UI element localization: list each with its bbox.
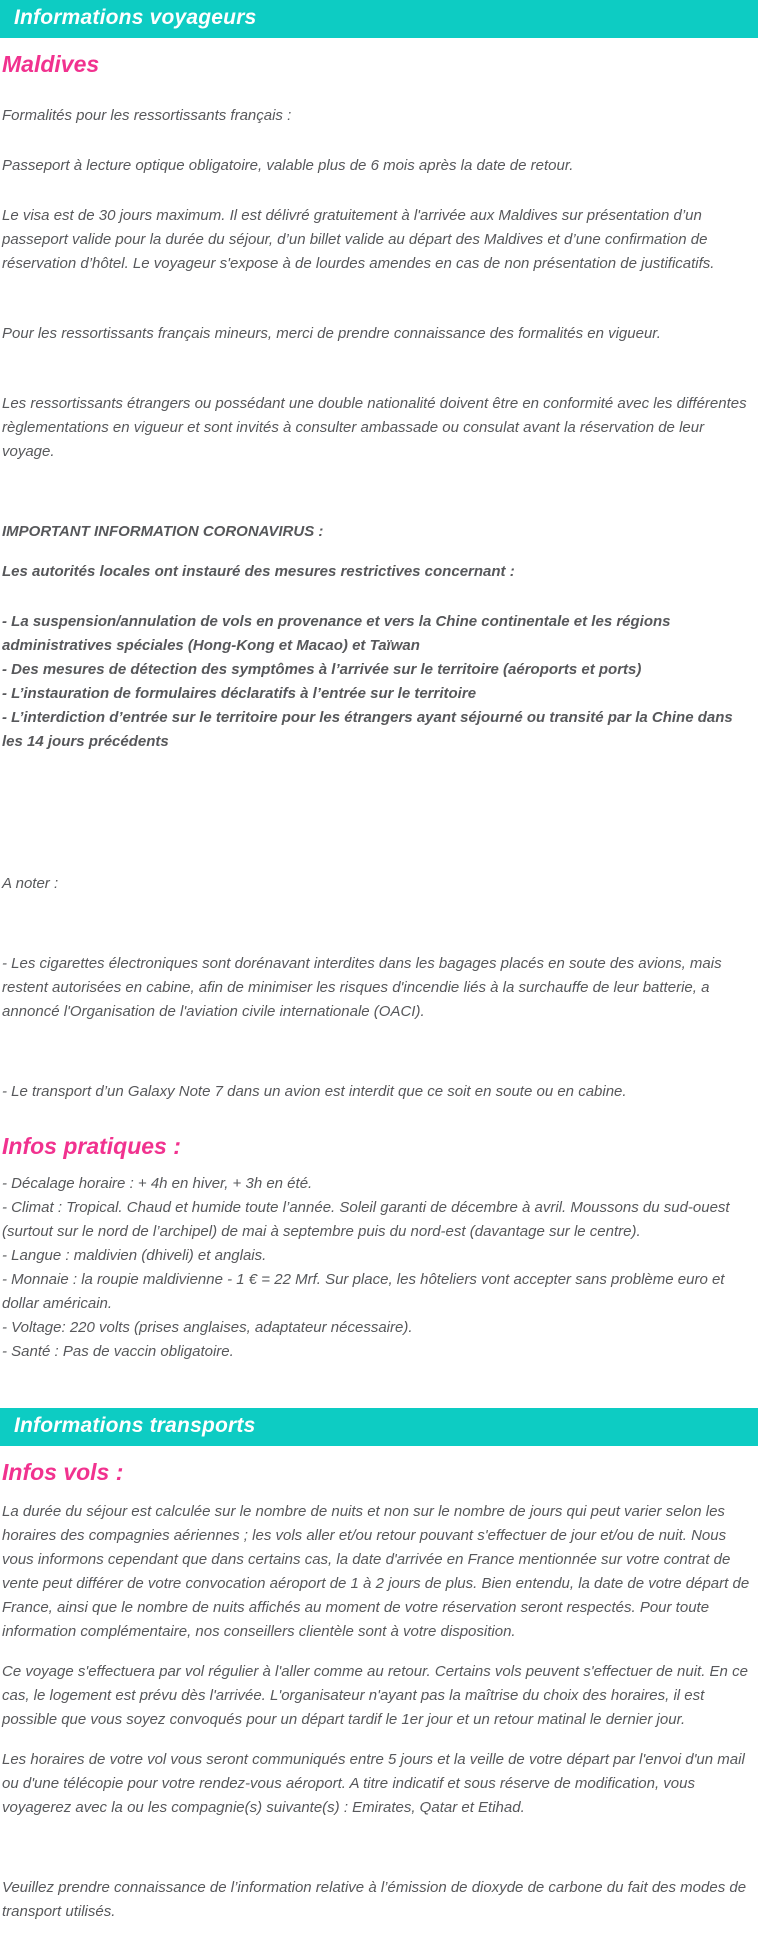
visa-paragraph: Le visa est de 30 jours maximum. Il est délivré gratuitement à l'arrivée aux Maldives sur présentation d’un passeport valide pour la durée du séjour, d’un billet valide au départ des Maldives et d’une confirmation de réservation d’hôtel. Le voyageur s'expose à de lourdes amendes en cas de non présentation de justificatifs. — [2, 207, 715, 272]
coronavirus-measure: - L’interdiction d’entrée sur le territoire pour les étrangers ayant séjourné ou transité par la Chine dans les 14 jours précédents — [2, 709, 733, 750]
pratique-sante: - Santé : Pas de vaccin obligatoire. — [2, 1343, 234, 1360]
pratique-monnaie: - Monnaie : la roupie maldivienne - 1 € = 22 Mrf. Sur place, les hôteliers vont accepter sans problème euro et dollar américain. — [2, 1271, 725, 1312]
etrangers-paragraph: Les ressortissants étrangers ou possédant une double nationalité doivent être en conformité avec les différentes règlementations en vigueur et sont invités à consulter ambassade ou consulat avant la réservation de leur voyage. — [2, 395, 747, 460]
section-header-voyageurs — [0, 0, 758, 38]
formalites-intro-line: Formalités pour les ressortissants français : — [2, 107, 292, 124]
coronavirus-measures-list — [2, 610, 754, 754]
coronavirus-subtitle: Les autorités locales ont instauré des mesures restrictives concernant : — [2, 563, 515, 580]
co2-footer-paragraph: Veuillez prendre connaissance de l’information relative à l’émission de dioxyde de carbone du fait des modes de transport utilisés. — [2, 1879, 747, 1920]
coronavirus-measure: - La suspension/annulation de vols en provenance et vers la Chine continentale et les régions administratives spéciales (Hong-Kong et Macao) et Taïwan — [2, 613, 671, 654]
note-cigarettes: - Les cigarettes électroniques sont dorénavant interdites dans les bagages placés en soute des avions, mais restent autorisées en cabine, afin de minimiser les risques d'incendie liés à la surchauffe de leur batterie, a annoncé l'Organisation de l'aviation civile internationale (OACI). — [2, 955, 722, 1020]
voyageurs-section — [0, 50, 758, 1364]
vols-regulier-paragraph: Ce voyage s'effectuera par vol régulier à l'aller comme au retour. Certains vols peuvent s'effectuer de nuit. En ce cas, le logement est prévu dès l'arrivée. L'organisateur n'ayant pas la maîtrise du choix des horaires, il est possible que vous soyez convoqués pour un départ tardif le 1er jour et un retour matinal le dernier jour. — [2, 1663, 748, 1728]
section-header-voyageurs-label: Informations voyageurs — [14, 6, 257, 29]
pratique-climat: - Climat : Tropical. Chaud et humide toute l’année. Soleil garanti de décembre à avril. Moussons du sud-ouest (surtout sur le nord de l’archipel) de mai à septembre puis du nord-est (davantage sur le centre). — [2, 1199, 730, 1240]
note-galaxy-note7: - Le transport d’un Galaxy Note 7 dans un avion est interdit que ce soit en soute ou en cabine. — [2, 1083, 627, 1100]
coronavirus-title: IMPORTANT INFORMATION CORONAVIRUS : — [2, 523, 324, 540]
infos-pratiques-list — [2, 1172, 754, 1364]
passeport-paragraph: Passeport à lecture optique obligatoire, valable plus de 6 mois après la date de retour. — [2, 157, 574, 174]
mineurs-paragraph: Pour les ressortissants français mineurs, merci de prendre connaissance des formalités en vigueur. — [2, 325, 661, 342]
note-label: A noter : — [2, 875, 59, 892]
section-header-transports-label: Informations transports — [14, 1414, 256, 1437]
vols-duree-paragraph: La durée du séjour est calculée sur le nombre de nuits et non sur le nombre de jours qui peut varier selon les horaires des compagnies aériennes ; les vols aller et/ou retour pouvant s'effectuer de jour et/ou de nuit. Nous vous informons cependant que dans certains cas, la date d'arrivée en France mentionnée sur votre contrat de vente peut différer de votre convocation aéroport de 1 à 2 jours de plus. Bien entendu, la date de votre départ de France, ainsi que le nombre de nuits affichés au moment de votre réservation seront respectés. Pour toute information complémentaire, nos conseillers clientèle sont à votre disposition. — [2, 1503, 750, 1640]
vols-horaires-paragraph: Les horaires de votre vol vous seront communiqués entre 5 jours et la veille de votre départ par l'envoi d'un mail ou d'une télécopie pour votre rendez-vous aéroport. A titre indicatif et sous réserve de modification, vous voyagerez avec la ou les compagnie(s) suivante(s) : Emirates, Qatar et Etihad. — [2, 1751, 745, 1816]
transports-section — [0, 1458, 758, 1938]
infos-vols-title: Infos vols : — [2, 1459, 124, 1485]
bottom-spacer — [2, 1924, 754, 1938]
coronavirus-measure: - Des mesures de détection des symptômes à l’arrivée sur le territoire (aéroports et ports) — [2, 661, 642, 678]
infos-pratiques-title: Infos pratiques : — [2, 1133, 181, 1159]
section-header-transports — [0, 1408, 758, 1446]
pratique-decalage: - Décalage horaire : + 4h en hiver, + 3h en été. — [2, 1175, 313, 1192]
pratique-langue: - Langue : maldivien (dhiveli) et anglais. — [2, 1247, 267, 1264]
pratique-voltage: - Voltage: 220 volts (prises anglaises, adaptateur nécessaire). — [2, 1319, 413, 1336]
destination-title: Maldives — [2, 51, 100, 77]
coronavirus-measure: - L’instauration de formulaires déclaratifs à l’entrée sur le territoire — [2, 685, 477, 702]
